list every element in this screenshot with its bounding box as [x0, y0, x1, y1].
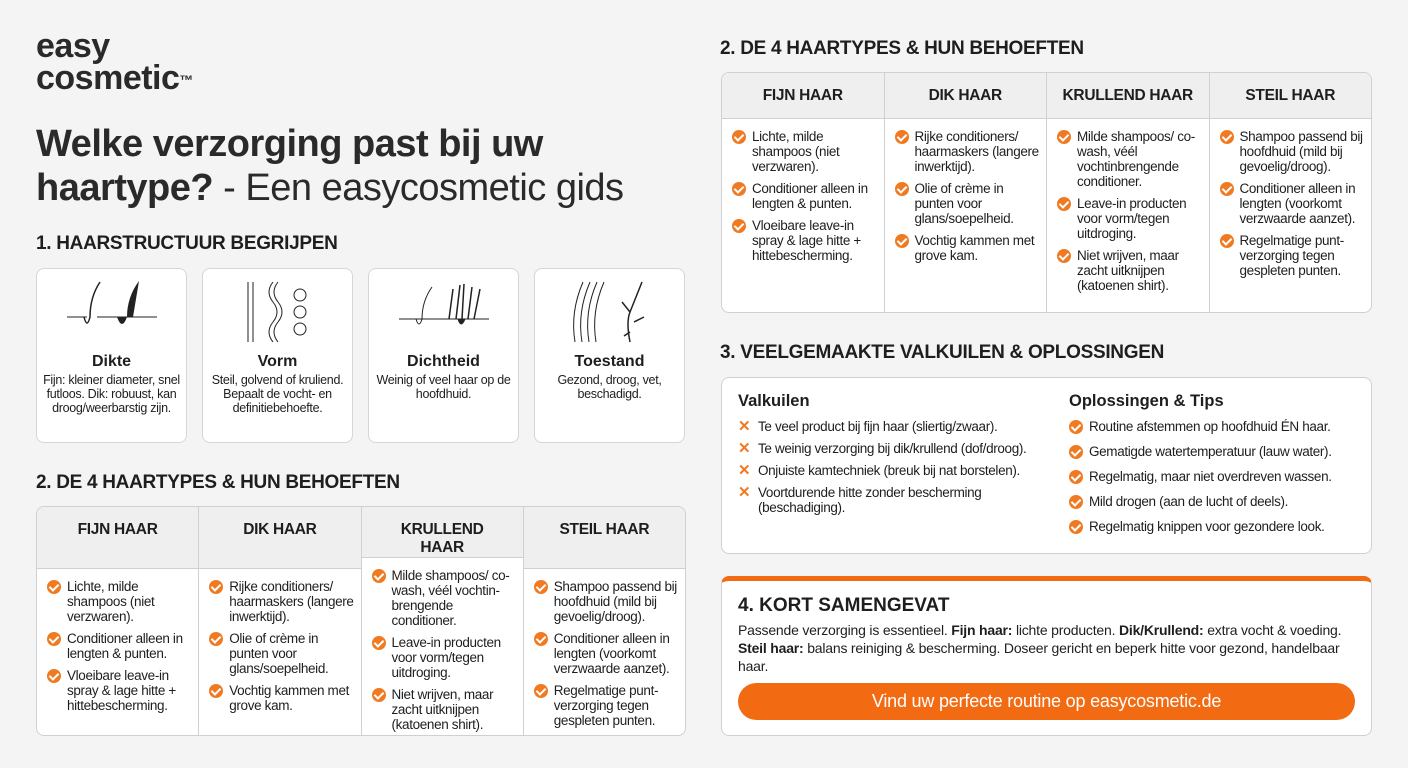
column-1: [885, 73, 1048, 312]
solution-item: Gematigde watertemperatuur (lauw water).: [1069, 444, 1355, 459]
list-item: Shampoo passend bij hoofdhuid (mild bij gevoelig/droog).: [1220, 129, 1366, 174]
check-icon: [372, 636, 386, 650]
summary-part: extra vocht & voeding.: [1203, 622, 1342, 638]
hair-types-table-right: [721, 72, 1372, 313]
check-icon: [47, 632, 61, 646]
section2-heading: 2. DE 4 HAARTYPES & HUN BEHOEFTEN: [36, 472, 400, 493]
check-icon: [1069, 470, 1083, 484]
column-2: [362, 507, 524, 735]
list-item: Vochtig kammen met grove kam.: [209, 683, 354, 713]
cross-icon: ✕: [738, 484, 751, 501]
column-header: KRULLEND HAAR: [362, 507, 523, 558]
section3-heading: 3. VEELGEMAAKTE VALKUILEN & OPLOSSINGEN: [720, 342, 1164, 363]
check-icon: [732, 182, 746, 196]
logo: easy cosmetic™: [36, 27, 193, 97]
cta-button[interactable]: Vind uw perfecte routine op easycosmetic.de: [738, 683, 1355, 720]
check-icon: [895, 182, 909, 196]
check-icon: [534, 632, 548, 646]
check-icon: [1220, 234, 1234, 248]
summary-part: Fijn haar:: [951, 622, 1013, 638]
list-item: Vochtig kammen met grove kam.: [895, 233, 1041, 263]
list-item: Conditioner alleen in lengten (voorkomt verzwaarde aanzet).: [534, 631, 679, 676]
cross-icon: ✕: [738, 440, 751, 457]
card-title: Dikte: [91, 353, 132, 370]
list-item: Conditioner alleen in lengten (voorkomt verzwaarde aanzet).: [1220, 181, 1366, 226]
card-text: Fijn: kleiner diameter, snel futloos. Dik: robuust, kan droog/weerbarstig zijn.: [43, 373, 180, 415]
list-item: Milde shampoos/ co-wash, véél vochtin-brengende conditioner.: [372, 568, 517, 628]
solution-item: Mild drogen (aan de lucht of deels).: [1069, 494, 1355, 509]
list-item: Niet wrijven, maar zacht uitknijpen (katoenen shirt).: [1057, 248, 1203, 293]
check-icon: [209, 684, 223, 698]
list-item: Leave-in producten voor vorm/tegen uitdroging.: [372, 635, 517, 680]
pitfall-item: ✕ Onjuiste kamtechniek (breuk bij nat borstelen).: [738, 462, 1020, 479]
card-text: Weinig of veel haar op de hoofdhuid.: [376, 373, 511, 401]
hair-condition-icon: [560, 277, 660, 347]
card-title: Vorm: [257, 353, 298, 370]
section2-heading-right: 2. DE 4 HAARTYPES & HUN BEHOEFTEN: [720, 38, 1084, 59]
check-icon: [209, 632, 223, 646]
list-item: Lichte, milde shampoos (niet verzwaren).: [732, 129, 878, 174]
card-text: Gezond, droog, vet, beschadigd.: [557, 373, 662, 401]
check-icon: [372, 688, 386, 702]
column-header: DIK HAAR: [199, 507, 360, 569]
check-icon: [1057, 130, 1071, 144]
column-3: [1210, 73, 1372, 312]
column-header: STEIL HAAR: [1210, 73, 1372, 119]
check-icon: [209, 580, 223, 594]
card-dichtheid: [368, 268, 519, 443]
card-text: Steil, golvend of kruliend. Bepaalt de vocht- en definitiebehoefte.: [211, 373, 344, 415]
card-title: Toestand: [574, 353, 645, 370]
list-item: Rijke conditioners/ haarmaskers (langere inwerktijd).: [209, 579, 354, 624]
cross-icon: ✕: [738, 462, 751, 479]
column-0: [722, 73, 885, 312]
card-title: Dichtheid: [407, 353, 480, 370]
hair-thickness-icon: [62, 277, 162, 347]
check-icon: [1220, 182, 1234, 196]
pitfall-item: ✕ Te weinig verzorging bij dik/krullend (dof/droog).: [738, 440, 1027, 457]
list-item: Rijke conditioners/ haarmaskers (langere inwerktijd).: [895, 129, 1041, 174]
list-item: Conditioner alleen in lengten & punten.: [732, 181, 878, 211]
check-icon: [1069, 445, 1083, 459]
summary-part: lichte producten.: [1012, 622, 1119, 638]
column-header: STEIL HAAR: [524, 507, 685, 569]
hair-types-table: [36, 506, 686, 736]
summary-part: balans reiniging & bescherming. Doseer gericht en beperk hitte voor gezond, handelbaar haar.: [738, 640, 1340, 674]
check-icon: [732, 219, 746, 233]
list-item: Conditioner alleen in lengten & punten.: [47, 631, 192, 661]
check-icon: [1057, 197, 1071, 211]
list-item: Lichte, milde shampoos (niet verzwaren).: [47, 579, 192, 624]
list-item: Olie of crème in punten voor glans/soepelheid.: [209, 631, 354, 676]
card-toestand: [534, 268, 685, 443]
solution-item: Regelmatig, maar niet overdreven wassen.: [1069, 469, 1355, 484]
check-icon: [534, 684, 548, 698]
hair-shape-icon: [228, 277, 328, 347]
summary-part: Steil haar:: [738, 640, 804, 656]
pitfall-item: ✕ Te veel product bij fijn haar (sliertig/zwaar).: [738, 418, 998, 435]
check-icon: [895, 130, 909, 144]
section1-heading: 1. HAARSTRUCTUUR BEGRIJPEN: [36, 233, 338, 254]
column-header: FIJN HAAR: [37, 507, 198, 569]
solution-item: Routine afstemmen op hoofdhuid ÉN haar.: [1069, 419, 1355, 434]
section4-heading: 4. KORT SAMENGEVAT: [738, 595, 950, 616]
solutions-title: Oplossingen & Tips: [1069, 392, 1224, 410]
pitfall-item: ✕ Voortdurende hitte zonder bescherming (beschadiging).: [738, 484, 982, 515]
pitfalls-list: [738, 392, 1069, 539]
list-item: Regelmatige punt-verzorging tegen gespleten punten.: [534, 683, 679, 728]
card-dikte: [36, 268, 187, 443]
card-vorm: [202, 268, 353, 443]
list-item: Leave-in producten voor vorm/tegen uitdroging.: [1057, 196, 1203, 241]
column-header: FIJN HAAR: [722, 73, 884, 119]
list-item: Milde shampoos/ co-wash, véél vochtinbrengende conditioner.: [1057, 129, 1203, 189]
check-icon: [1069, 495, 1083, 509]
summary-part: Dik/Krullend:: [1118, 622, 1204, 638]
summary-part: Passende verzorging is essentieel.: [738, 622, 952, 638]
column-2: [1047, 73, 1210, 312]
cross-icon: ✕: [738, 418, 751, 435]
hair-density-icon: [394, 277, 494, 347]
column-header: KRULLEND HAAR: [1047, 73, 1209, 119]
list-item: Olie of crème in punten voor glans/soepelheid.: [895, 181, 1041, 226]
column-0: [37, 507, 199, 735]
check-icon: [47, 580, 61, 594]
pitfalls-solutions-box: [721, 377, 1372, 554]
hair-structure-cards: [36, 268, 685, 443]
check-icon: [1069, 520, 1083, 534]
check-icon: [47, 669, 61, 683]
solutions-list: [1069, 392, 1355, 539]
check-icon: [1057, 249, 1071, 263]
column-1: [199, 507, 361, 735]
column-header: DIK HAAR: [885, 73, 1047, 119]
check-icon: [534, 580, 548, 594]
check-icon: [1220, 130, 1234, 144]
solution-item: Regelmatig knippen voor gezondere look.: [1069, 519, 1355, 534]
page-title: Welke verzorging past bij uw haartype? - Een easycosmetic gids: [36, 123, 624, 209]
check-icon: [1069, 420, 1083, 434]
list-item: Niet wrijven, maar zacht uitknijpen (katoenen shirt).: [372, 687, 517, 732]
list-item: Vloeibare leave-in spray & lage hitte + hittebescherming.: [732, 218, 878, 263]
pitfalls-title: Valkuilen: [738, 392, 810, 410]
list-item: Regelmatige punt-verzorging tegen gespleten punten.: [1220, 233, 1366, 278]
list-item: Vloeibare leave-in spray & lage hitte + hittebescherming.: [47, 668, 192, 713]
check-icon: [372, 569, 386, 583]
summary-text: [738, 621, 1355, 675]
column-3: [524, 507, 685, 735]
check-icon: [895, 234, 909, 248]
check-icon: [732, 130, 746, 144]
list-item: Shampoo passend bij hoofdhuid (mild bij gevoelig/droog).: [534, 579, 679, 624]
